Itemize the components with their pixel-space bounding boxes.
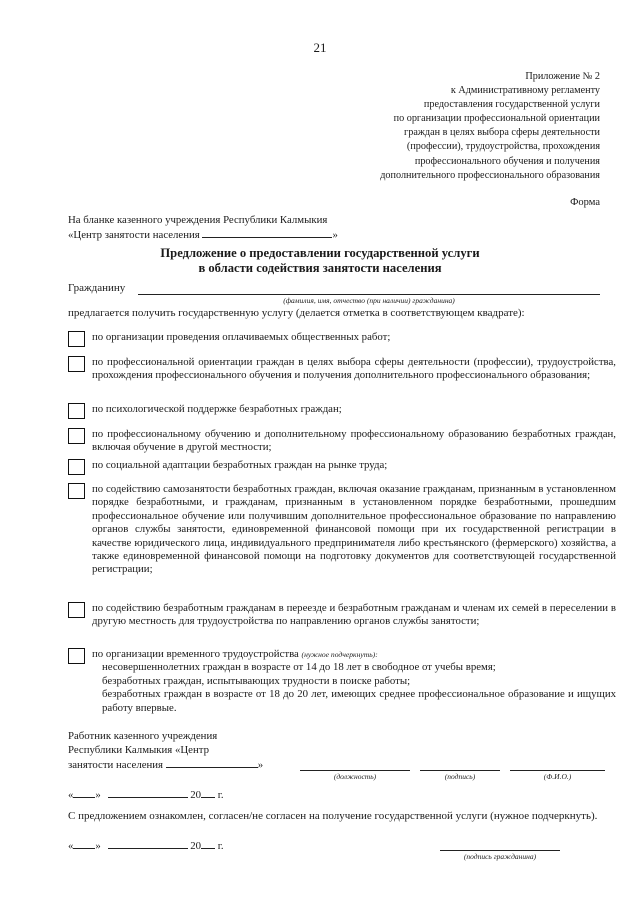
form-label: Форма [570, 197, 600, 208]
option-text: по профессиональному обучению и дополнительному профессиональному образованию безработных граждан, включая обучение в другой местности; [92, 428, 616, 454]
option-text: по психологической поддержке безработных граждан; [92, 403, 342, 415]
temporary-employment-text: по организации временного трудоустройства [92, 648, 299, 660]
worker-close-quote: » [257, 759, 264, 772]
option-text: по содействию безработным гражданам в переезде и безработным гражданам и членам их семей в переселении в другую местность для трудоустройства по направлению органов службы занятости; [92, 602, 616, 628]
worker-line-1: Работник казенного учреждения [68, 730, 218, 742]
option-item [68, 356, 616, 383]
date-year-prefix: 20 [190, 840, 202, 852]
acknowledgement-text: С предложением ознакомлен, согласен/не согласен на получение государственной услуги (нужное подчеркнуть). [68, 810, 598, 822]
appendix-line: (профессии), трудоустройства, прохождения [406, 141, 600, 153]
option-item [68, 602, 616, 629]
option-text: по социальной адаптации безработных граждан на рынке труда; [92, 459, 388, 471]
position-field[interactable] [300, 770, 410, 771]
worker-line-2: Республики Калмыкия «Центр [68, 743, 209, 756]
option-text: по содействию самозанятости безработных граждан, включая оказание гражданам, признанным в установленном порядке безработными, и гражданам, признанным в установленном порядке безработными, прошедшим профессиональное обучение или получившим дополнительное профессиональное образование по направлению органов службы занятости, единовременной финансовой помощи при их государственной регистрации в качестве юридического лица, индивидуального предпринимателя либо крестьянского (фермерского) хозяйства, а также единовременной финансовой помощи на подготовку документов для соответствующей государственной регистрации; [92, 483, 616, 576]
temporary-employment-subitems [92, 661, 616, 715]
option-item [68, 403, 616, 416]
date-close-quote: » [95, 789, 101, 801]
date-year-field[interactable] [201, 838, 215, 849]
option-text: по профессиональной ориентации граждан в целях выбора сферы деятельности (профессии), трудоустройства, прохождения профессионального обучения и получения дополнительного профессионального образования; [92, 356, 616, 382]
date-month-field[interactable] [108, 787, 188, 798]
signature-field[interactable] [420, 770, 500, 771]
document-title [60, 246, 580, 276]
position-hint: (должность) [333, 772, 377, 781]
appendix-header [300, 70, 600, 183]
citizen-label: Гражданину [68, 282, 126, 294]
appendix-line: профессионального обучения и получения [414, 155, 600, 167]
option-checkbox[interactable] [68, 648, 85, 664]
citizen-date [68, 838, 224, 852]
appendix-line: Приложение № 2 [525, 71, 600, 82]
appendix-line: дополнительного профессионального образования [380, 169, 600, 181]
date-year-suffix: г. [217, 789, 224, 801]
underline-note: (нужное подчеркнуть): [301, 650, 378, 659]
title-line-1: Предложение о предоставлении государственной услуги [160, 246, 480, 260]
title-line-2: в области содействия занятости населения [198, 261, 442, 275]
option-checkbox[interactable] [68, 459, 85, 475]
page-number: 21 [313, 40, 327, 55]
worker-block [68, 730, 263, 773]
option-item-temporary-employment [68, 648, 616, 715]
option-text [68, 648, 616, 661]
blank-center-label: «Центр занятости населения [68, 229, 200, 241]
option-item [68, 459, 616, 472]
date-day-field[interactable] [73, 838, 95, 849]
blank-close-quote: » [332, 229, 338, 241]
subitem-difficult-search[interactable]: безработных граждан, испытывающих трудности в поиске работы; [102, 674, 411, 687]
blank-line-1: На бланке казенного учреждения Республики Калмыкия [68, 214, 328, 226]
option-checkbox[interactable] [68, 428, 85, 444]
date-open-quote: « [68, 840, 74, 852]
subitem-minors[interactable]: несовершеннолетних граждан в возрасте от 14 до 18 лет в свободное от учебы время; [102, 661, 496, 674]
offered-text: предлагается получить государственную услугу (делается отметка в соответствующем квадрате): [68, 307, 525, 319]
appendix-line: предоставления государственной услуги [423, 99, 600, 111]
option-checkbox[interactable] [68, 403, 85, 419]
option-item [68, 331, 616, 344]
option-checkbox[interactable] [68, 331, 85, 347]
date-open-quote: « [68, 789, 74, 801]
option-text: по организации проведения оплачиваемых общественных работ; [92, 331, 391, 343]
citizen-signature-hint: (подпись гражданина) [463, 852, 537, 861]
blank-center-field[interactable] [202, 227, 332, 238]
appendix-line: граждан в целях выбора сферы деятельности [404, 127, 600, 139]
fio-field[interactable] [510, 770, 605, 771]
date-year-suffix: г. [217, 840, 224, 852]
citizen-signature-field[interactable] [440, 850, 560, 851]
option-item [68, 483, 616, 577]
institution-blank [68, 213, 338, 242]
option-item [68, 428, 616, 455]
citizen-name-field[interactable] [138, 294, 600, 295]
date-year-prefix: 20 [190, 789, 202, 801]
date-year-field[interactable] [201, 787, 215, 798]
appendix-line: к Административному регламенту [450, 85, 600, 97]
option-checkbox[interactable] [68, 356, 85, 372]
signature-hint: (подпись) [444, 772, 476, 781]
worker-line-3 [68, 757, 263, 773]
date-close-quote: » [95, 840, 101, 852]
fio-hint: (Ф.И.О.) [543, 772, 572, 781]
citizen-name-hint: (фамилия, имя, отчество (при наличии) гражданина) [283, 296, 455, 305]
appendix-line: по организации профессиональной ориентации [393, 113, 600, 125]
option-checkbox[interactable] [68, 602, 85, 618]
date-month-field[interactable] [108, 838, 188, 849]
subitem-young-graduates[interactable]: безработных граждан в возрасте от 18 до 20 лет, имеющих среднее профессиональное образование и ищущих работу впервые. [102, 688, 616, 714]
worker-center-field[interactable] [166, 757, 258, 768]
date-day-field[interactable] [73, 787, 95, 798]
blank-line-2 [68, 227, 338, 242]
option-checkbox[interactable] [68, 483, 85, 499]
worker-center-label: занятости населения [68, 759, 164, 772]
worker-date [68, 787, 224, 801]
